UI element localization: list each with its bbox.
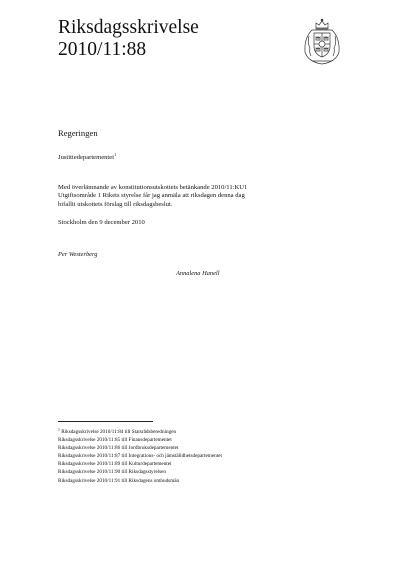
body-line: Med överlämnande av konstitutionsutskottets betänkande 2010/11:KU1 — [58, 184, 248, 191]
footnote-mark: 1 — [58, 428, 60, 432]
footnote-line — [58, 444, 222, 452]
footnote-line — [58, 452, 222, 460]
footnote-divider — [58, 421, 153, 422]
department — [58, 152, 116, 161]
department-name: Justitiedepartementet — [58, 154, 115, 161]
body-line: bifallit utskottets förslag till riksdagsbeslut. — [58, 200, 173, 208]
footnote-text: Riksdagsskrivelse 2010/11:84 till Statsrådsberedningen — [61, 429, 177, 435]
footnote-line — [58, 477, 222, 485]
place-date: Stockholm den 9 december 2010 — [58, 219, 145, 226]
body-line: Utgiftsområde 1 Rikets styrelse får jag anmäla att riksdagen denna dag — [58, 192, 245, 200]
footnote-text: Riksdagsskrivelse 2010/11:90 till Riksdagsstyrelsen — [58, 469, 167, 476]
document-number: 2010/11:88 — [58, 39, 147, 60]
sender: Regeringen — [58, 128, 98, 138]
footnote-text: Riksdagsskrivelse 2010/11:85 till Finansdepartementet — [58, 437, 172, 444]
signature-2: Annalena Hanell — [176, 270, 220, 277]
footnote-text: Riksdagsskrivelse 2010/11:91 till Riksdagens ombudsmän — [58, 477, 180, 484]
footnote-line — [58, 426, 222, 436]
swedish-coat-of-arms-icon — [300, 16, 344, 66]
footnote-text: Riksdagsskrivelse 2010/11:87 till Integrations- och jämställdhetsdepartementet — [58, 453, 222, 460]
footnote-mark: 1 — [114, 152, 117, 157]
footnotes — [58, 426, 222, 485]
footnote-line — [58, 436, 222, 444]
footnote-text: Riksdagsskrivelse 2010/11:86 till Jordbruksdepartementet — [58, 445, 179, 452]
footnote-text: Riksdagsskrivelse 2010/11:89 till Kulturdepartementet — [58, 461, 172, 468]
signature-1: Per Westerberg — [58, 251, 98, 258]
footnote-line — [58, 468, 222, 476]
body-text — [58, 184, 320, 209]
footnote-line — [58, 460, 222, 468]
document-title: Riksdagsskrivelse — [58, 17, 199, 38]
